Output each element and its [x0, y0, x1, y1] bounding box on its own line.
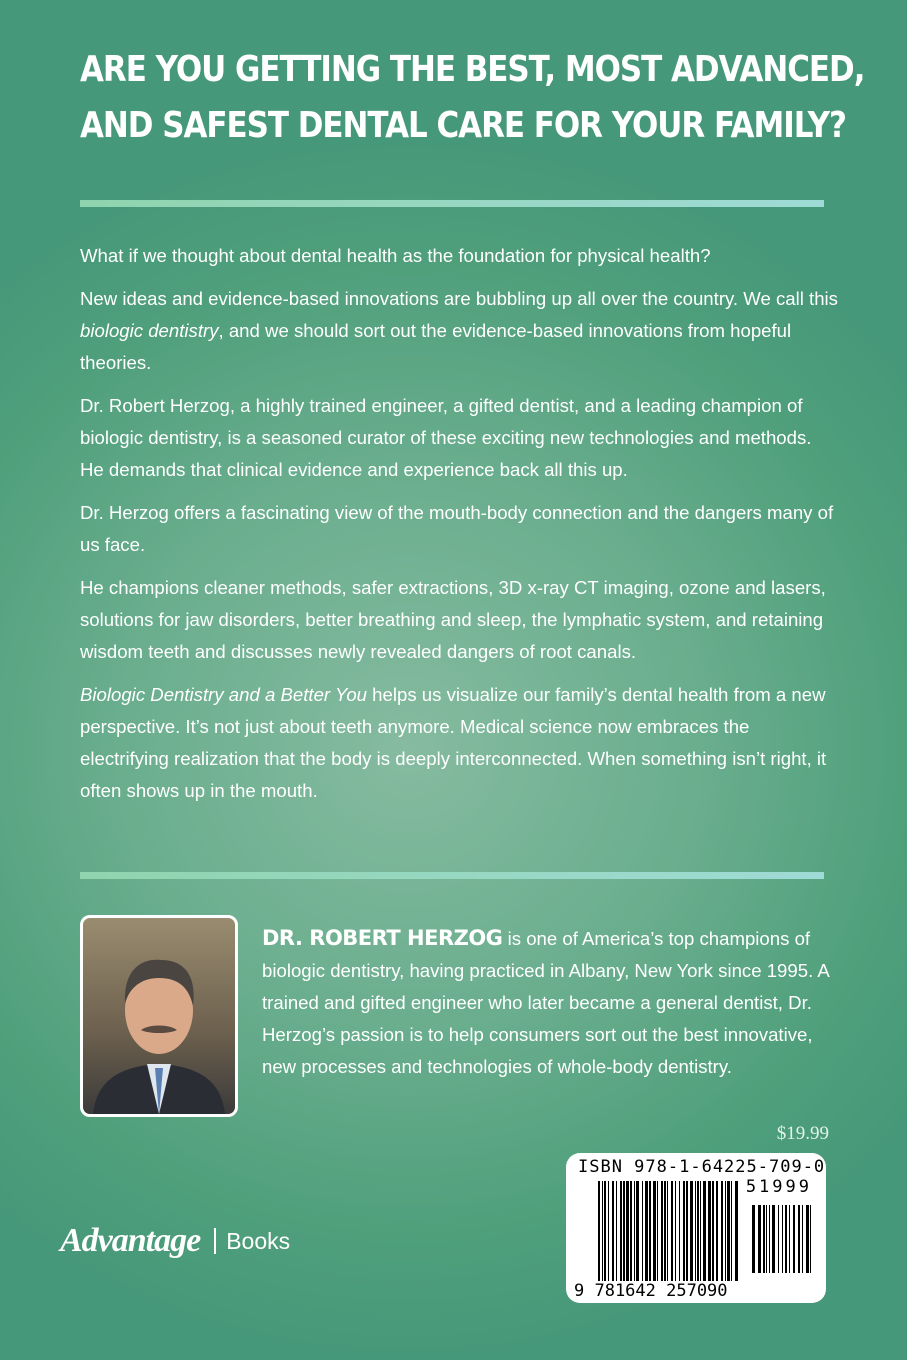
barcode-bar: [679, 1181, 680, 1281]
price-addon-code: 51999: [745, 1177, 812, 1197]
barcode-bar: [630, 1181, 632, 1281]
text: New ideas and evidence-based innovations are bubbling up all over the country. We call this: [80, 288, 838, 309]
barcode-bar: [793, 1205, 795, 1273]
barcode-bar: [686, 1181, 688, 1281]
headline-line-1: ARE YOU GETTING THE BEST, MOST ADVANCED,: [80, 49, 865, 90]
barcode-bar: [703, 1181, 706, 1281]
barcode-bar: [645, 1181, 648, 1281]
barcode-bar: [664, 1181, 666, 1281]
barcode-bar: [778, 1205, 779, 1273]
barcode-bar: [653, 1181, 656, 1281]
barcode-bar: [695, 1181, 696, 1281]
barcode-bar: [626, 1181, 629, 1281]
price: $19.99: [776, 1123, 829, 1144]
barcode-bar: [667, 1181, 668, 1281]
isbn-text: ISBN 978-1-64225-709-0: [578, 1157, 826, 1177]
paragraph-3: Dr. Robert Herzog, a highly trained engineer, a gifted dentist, and a leading champion of biologic dentistry, is a seasoned curator of these exciting new technologies and methods. He demands that clinical evidence and experience back all this up.: [80, 395, 812, 480]
barcode-bar: [806, 1205, 809, 1273]
italic-term: biologic dentistry: [80, 320, 219, 341]
publisher-logo: [60, 1222, 290, 1260]
barcode-bar: [675, 1181, 676, 1281]
author-bio: [262, 922, 832, 1083]
logo-separator: [214, 1228, 216, 1254]
author-photo: [80, 915, 238, 1117]
book-title: Biologic Dentistry and a Better You: [80, 684, 367, 705]
headline: [80, 42, 865, 154]
barcode-bar: [785, 1205, 787, 1273]
barcode-bar: [616, 1181, 617, 1281]
barcode-bar: [725, 1181, 726, 1281]
barcode-bar: [727, 1181, 730, 1281]
barcode-bar: [712, 1181, 714, 1281]
barcode-bar: [769, 1205, 770, 1273]
paragraph-4: Dr. Herzog offers a fascinating view of the mouth-body connection and the dangers many of us face.: [80, 502, 834, 555]
publisher-imprint: Books: [226, 1227, 291, 1254]
barcode-bar: [752, 1205, 755, 1273]
barcode-bar: [758, 1205, 761, 1273]
barcode-bar: [782, 1205, 783, 1273]
bio-text: is one of America’s top champions of biologic dentistry, having practiced in Albany, New York since 1995. A trained and gifted engineer who later became a general dentist, Dr. Herzog’s passion is to help consumers sort out the best innovative, new processes and technologies of whole-body dentistry.: [262, 928, 829, 1077]
text: helps us visualize our family’s dental health from a new perspective. It’s not just about teeth anymore. Medical science now embraces the electrifying realization that the body is deeply interconnected. When something isn’t right, it often shows up in the mouth.: [80, 684, 827, 801]
headline-line-2: AND SAFEST DENTAL CARE FOR YOUR FAMILY?: [80, 105, 846, 146]
barcode-bar: [642, 1181, 643, 1281]
barcode-bar: [731, 1181, 732, 1281]
barcode-bar: [810, 1205, 811, 1273]
divider-top: [80, 200, 824, 207]
barcode-bar: [612, 1181, 614, 1281]
paragraph-2: [80, 283, 840, 379]
barcode-bar: [700, 1181, 701, 1281]
barcode-bar: [671, 1181, 673, 1281]
paragraph-6: [80, 679, 840, 807]
barcode-bars: [566, 1181, 826, 1281]
barcode-bar: [716, 1181, 718, 1281]
barcode-bar: [604, 1181, 606, 1281]
barcode-bar: [708, 1181, 711, 1281]
barcode-bar: [798, 1205, 800, 1273]
barcode-bar: [634, 1181, 635, 1281]
barcode-bar: [789, 1205, 790, 1273]
barcode-bar: [683, 1181, 685, 1281]
description: [80, 240, 840, 818]
barcode-bar: [657, 1181, 658, 1281]
barcode-bar: [697, 1181, 699, 1281]
paragraph-1: What if we thought about dental health as the foundation for physical health?: [80, 245, 711, 266]
text: , and we should sort out the evidence-based innovations from hopeful theories.: [80, 320, 792, 373]
author-name: DR. ROBERT HERZOG: [262, 926, 503, 950]
barcode-bar: [763, 1205, 765, 1273]
barcode-bar: [802, 1205, 803, 1273]
barcode-bar: [620, 1181, 622, 1281]
barcode-bar: [735, 1181, 738, 1281]
barcode-bar: [649, 1181, 651, 1281]
barcode-digits: 9 781642 257090: [574, 1281, 728, 1301]
barcode-bar: [598, 1181, 600, 1281]
publisher-brand: Advantage: [60, 1222, 201, 1259]
barcode-bar: [690, 1181, 693, 1281]
barcode-bar: [623, 1181, 625, 1281]
isbn-barcode: [566, 1153, 826, 1303]
paragraph-5: He champions cleaner methods, safer extractions, 3D x-ray CT imaging, ozone and lasers, solutions for jaw disorders, better breathing and sleep, the lymphatic system, and retaining wisdom teeth and discusses newly revealed dangers of root canals.: [80, 577, 826, 662]
divider-bottom: [80, 872, 824, 879]
barcode-bar: [636, 1181, 639, 1281]
barcode-bar: [661, 1181, 663, 1281]
barcode-bar: [721, 1181, 723, 1281]
barcode-bar: [602, 1181, 603, 1281]
barcode-bar: [772, 1205, 775, 1273]
barcode-bar: [608, 1181, 609, 1281]
barcode-bar: [766, 1205, 767, 1273]
